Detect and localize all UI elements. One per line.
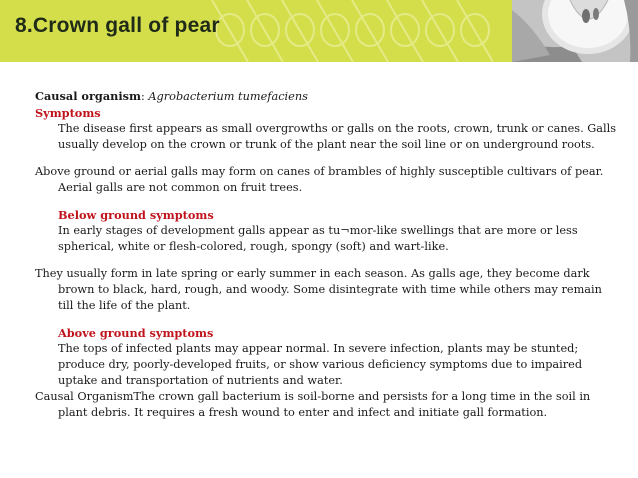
above-ground-heading: Above ground symptoms [58, 326, 214, 340]
spacer [35, 196, 620, 207]
spacer [35, 255, 620, 266]
causal-organism-line [35, 88, 620, 105]
gall-formation-paragraph: They usually form in late spring or early summer in each season. As galls age, they become dark brown to black, hard, rough, and woody. Some disintegrate with time while others may remain till the life of the plant. [35, 267, 602, 312]
slide-body [35, 88, 620, 421]
halved-pear-image [512, 0, 638, 62]
spacer [35, 314, 620, 325]
causal-organism-label: Causal organism [35, 89, 141, 103]
header-banner [0, 0, 638, 62]
causal-organism-paragraph: Causal OrganismThe crown gall bacterium is soil-borne and persists for a long time in the soil in plant debris. It requires a fresh wound to enter and infect and initiate gall formation. [35, 390, 591, 419]
below-ground-heading: Below ground symptoms [58, 208, 214, 222]
symptoms-paragraph: The disease first appears as small overgrowths or galls on the roots, crown, trunk or canes. Galls usually develop on the crown or trunk of the plant near the soil line or on underground roots. [58, 122, 617, 151]
page-title: 8.Crown gall of pear [15, 14, 220, 37]
above-ground-paragraph: The tops of infected plants may appear normal. In severe infection, plants may be stunted; produce dry, poorly-developed fruits, or show various deficiency symptoms due to impaired uptake and transportation of nutrients and water. [58, 342, 583, 387]
below-ground-paragraph: In early stages of development galls appear as tu¬mor-like swellings that are more or less spherical, white or flesh-colored, rough, spongy (soft) and wart-like. [58, 224, 578, 253]
pear-photo [512, 0, 638, 62]
symptoms-heading: Symptoms [35, 106, 101, 120]
causal-separator: : [140, 90, 149, 103]
aerial-galls-paragraph: Above ground or aerial galls may form on canes of brambles of highly susceptible cultivars of pear. Aerial galls are not common on fruit trees. [35, 165, 604, 194]
causal-organism-name: Agrobacterium tumefaciens [148, 90, 308, 103]
spacer [35, 153, 620, 164]
